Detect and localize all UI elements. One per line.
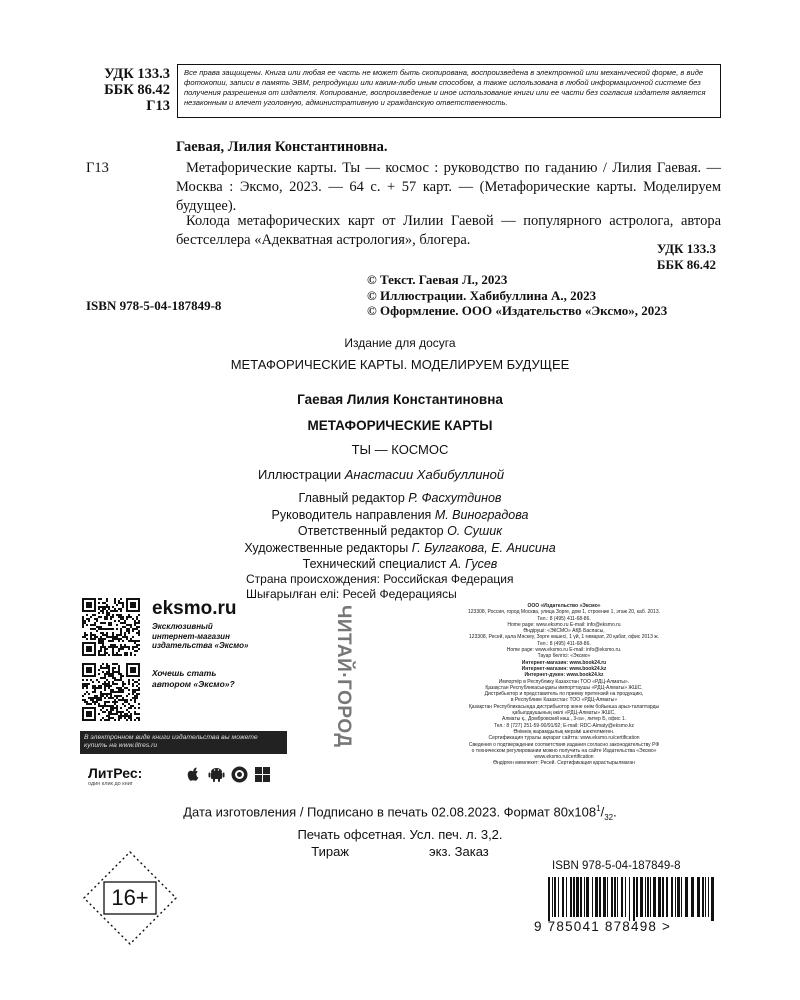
staff-credits [0,490,800,573]
publisher-info-line: Сведения о подтверждении соответствия издания согласно законодательству РФ [468,741,660,748]
credit-role: Технический специалист [302,557,450,571]
windows-icon[interactable] [254,766,271,783]
credit-line [0,490,800,507]
litres-logo[interactable]: ЛитРес: [88,765,143,781]
author-call-line: Хочешь стать [152,668,217,678]
series-name: МЕТАФОРИЧЕСКИЕ КАРТЫ. МОДЕЛИРУЕМ БУДУЩЕЕ [230,357,570,372]
format-fraction-numerator: 1 [596,804,601,813]
publisher-info-line: Өндіруші: «ЭКСМО» АҚБ Баспасы, [523,628,605,635]
author-call-line: автором «Эксмо»? [152,679,235,689]
publisher-info-line: Импортёр в Республику Казахстан ТОО «РДЦ-Алматы». [498,678,630,685]
eksmo-caption-line: Эксклюзивный [152,622,213,631]
windows-phone-icon[interactable] [231,766,248,783]
udk-line: УДК 133.3 [104,66,170,82]
age-rating-badge [82,850,178,946]
eksmo-store-caption [152,622,248,651]
credit-person: Г. Булгакова, Е. Анисина [411,540,556,555]
publisher-info-line: www.eksmo.ru/certification [534,754,594,761]
eksmo-site-link[interactable]: eksmo.ru [152,598,237,619]
publisher-info-line: 123308, Ресей, қала Мәскеу, Зорге көшесі, 1 үй, 1 ғимарат, 20 қабат, офис 2013 ж. [469,634,659,641]
imprint-subtitle: ТЫ — КОСМОС [351,442,449,457]
copyright-text: © Текст. Гаевая Л., 2023 [367,272,508,287]
credit-line [0,540,800,557]
publisher-info-line: Home page: www.eksmo.ru E-mail: info@eksmo.ru. [506,647,622,654]
publisher-info-line: ООО «Издательство «Эксмо» [527,603,601,609]
litres-notice-line: купить на www.litres.ru [84,742,158,749]
publisher-info-line: Интернет-магазин: www.book24.ru [521,659,607,666]
barcode-digits: 9 785041 878498 > [534,919,672,934]
illustrations-credit [258,467,504,482]
edition-type: Издание для досуга [344,336,456,350]
isbn-barcode [534,860,720,940]
publisher-info-line: Өнімнің жарамдылық мерзімі шектелмеген. [513,728,615,735]
copyright-illustrations: © Иллюстрации. Хабибуллина А., 2023 [367,287,597,303]
author-code-line: Г13 [146,98,170,114]
publisher-info-line: 123308, Россия, город Москва, улица Зорге, дом 1, строение 1, этаж 20, каб. 2013. [468,609,660,616]
credit-role: Руководитель направления [271,507,435,522]
chitai-gorod-logo-text: ЧИТАЙ·ГОРОД [333,605,354,748]
publisher-info-line: Сертификация туралы ақпарат сайтта: www.eksmo.ru/certification [488,735,640,742]
rights-notice-text: Все права защищены. Книга или любая ее часть не может быть скопирована, воспроизведена в электронной или механической форме, в виде фотокопии, записи в память ЭВМ, репродукции или каким-либо иным способом, а также использована в любой информационной системе без получения разрешения от издателя. Копирование, воспроизведение и иное использование книги или ее части без согласия издателя является незаконным и влечет уголовную, административную и гражданскую ответственность. [184,68,706,107]
credit-person: М. Виноградова [434,507,529,522]
credit-person: А. Гусев [449,557,498,571]
credit-role: Главный редактор [298,491,409,505]
litres-notice-bar [80,731,287,754]
credit-line [0,507,800,524]
publisher-info-line: Қазақстан Республикасында дистрибьютор және өнім бойынша арыз-талаптарды [468,703,660,710]
publisher-info-line: Тауар белгісі: «Эксмо» [537,653,591,660]
eksmo-caption-line: интернет-магазин [152,631,230,641]
rights-notice-box [177,64,721,118]
eksmo-qr-code-icon[interactable] [82,598,140,656]
credit-person: О. Сушик [447,524,503,538]
format-fraction-denominator: 32 [604,812,614,822]
imprint-author: Гаевая Лилия Константиновна [297,392,503,407]
publisher-info-line: Home page: www.eksmo.ru E-mail: info@eksmo.ru [507,621,621,628]
publisher-info-line: о техническом регулировании можно получить на сайте Издательства «Эксмо» [471,747,657,754]
credit-person: Р. Фасхутдинов [408,491,502,505]
publisher-info-line: в Республике Казахстан: ТОО «РДЦ-Алматы» [510,697,618,704]
publisher-info-line: Дистрибьютор и представитель по приему претензий на продукцию, [484,691,644,698]
publisher-info-line: Қазақстан Республикасындағы импорттаушы «РДЦ-Алматы» ЖШС. [485,684,643,691]
credit-role: Художественные редакторы [244,540,412,555]
biblio-udk-bbk [657,241,716,273]
copyright-design: © Оформление. ООО «Издательство «Эксмо», 2023 [367,303,668,318]
biblio-title-record: Метафорические карты. Ты — космос : руководство по гаданию / Лилия Гаевая. — Москва : Эксмо, 2023. — 64 с. + 57 карт. — (Метафорические карты. Моделируем будущее). [176,160,721,214]
biblio-udk: УДК 133.3 [656,241,716,256]
author-qr-code-icon[interactable] [82,663,140,721]
country-of-origin [246,572,514,602]
publisher-info-line: Тел.: 8 (727) 251-59-90/91/92; E-mail: RDC-Almaty@eksmo.kz [493,722,635,729]
print-date-text: Дата изготовления / Подписано в печать 02.08.2023. Формат 80x108 [183,804,597,820]
credit-role: Ответственный редактор [297,524,448,538]
biblio-author-heading: Гаевая, Лилия Константиновна. [176,139,388,155]
print-type: Печать офсетная. Усл. печ. л. 3,2. [297,826,503,842]
biblio-isbn: ISBN 978-5-04-187849-8 [86,298,222,313]
print-run-label: Тираж [311,843,350,859]
android-icon[interactable] [208,766,225,783]
illustrator-name: Анастасии Хабибуллиной [344,467,505,482]
print-date-format: Дата изготовления / Подписано в печать 02.08.2023. Формат $80x108^1/_{32}$. [183,804,617,822]
apple-icon[interactable] [185,766,202,783]
udk-bbk-block [78,66,170,114]
credit-line [0,523,800,540]
chitai-gorod-logo [330,605,356,790]
age-rating-text: 16+ [111,885,149,910]
publisher-info-line: Тел.: 8 (495) 411-68-86. [537,640,591,647]
biblio-bbk: ББК 86.42 [656,257,716,272]
imprint-title: МЕТАФОРИЧЕСКИЕ КАРТЫ [307,418,493,433]
litres-notice-line: В электронном виде книги издательства вы можете [84,734,258,741]
barcode-isbn-label: ISBN 978-5-04-187849-8 [552,860,681,872]
publisher-info-line: Интернет-дүкен: www.book24.kz [524,672,604,679]
illustrations-label: Иллюстрации [258,467,345,482]
country-kz: Шығарылған елі: Ресей Федерациясы [246,587,457,601]
publisher-info-line: Интернет-магазин: www.book24.kz [521,665,607,672]
biblio-code: Г13 [86,160,109,176]
publisher-info-line: Алматы қ., Домбровский көш., 3«а», литер Б, офис 1. [501,716,627,723]
bbk-line: ББК 86.42 [104,82,170,98]
publisher-info-line: қабылдаушының өкілі «РДЦ-Алматы» ЖШС, [512,710,616,717]
country-ru: Страна происхождения: Российская Федерация [246,572,514,586]
become-author-caption [152,668,235,690]
biblio-annotation: Колода метафорических карт от Лилии Гаевой — популярного астролога, автора бестселлера «Адекватная астрология», блогера. [176,213,721,248]
publisher-info-line: Тел.: 8 (495) 411-68-86. [537,615,591,622]
order-label: экз. Заказ [429,843,489,859]
publisher-info-block [404,603,724,767]
copyright-list [367,272,667,319]
eksmo-caption-line: издательства «Эксмо» [152,641,249,650]
publisher-info-line: Өндірген мемлекет: Ресей. Сертификация қарастырылмаған [493,760,635,767]
litres-slogan: один клик до книг [88,781,133,787]
barcode-bars [548,877,716,921]
credit-line [0,556,800,573]
